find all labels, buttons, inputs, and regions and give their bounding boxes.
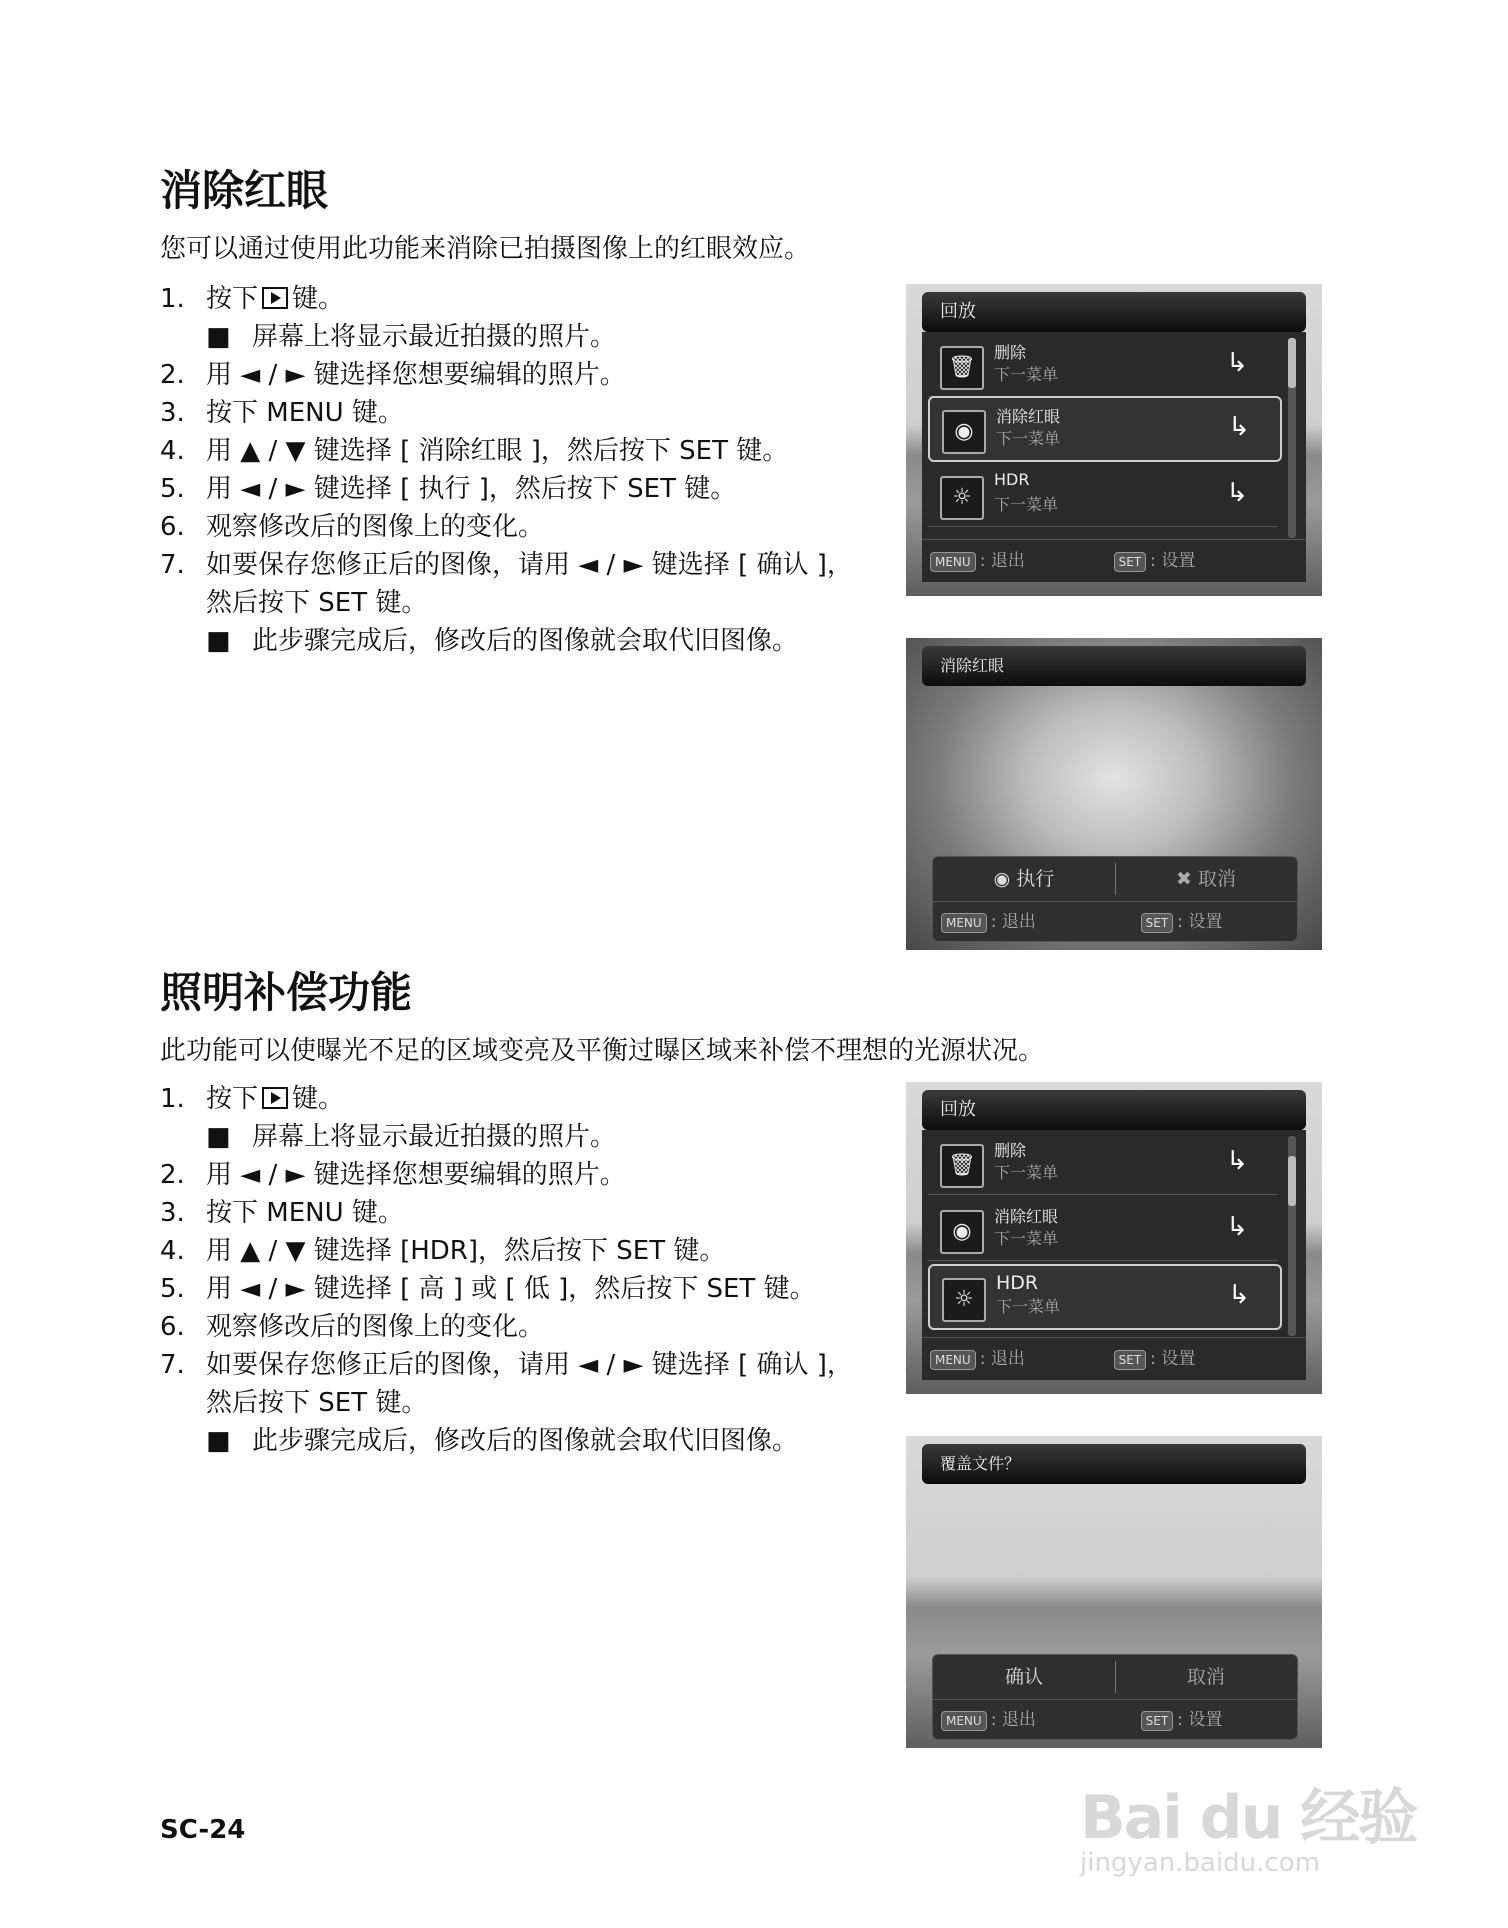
- section-intro-hdr: 此功能可以使曝光不足的区域变亮及平衡过曝区域来补偿不理想的光源状况。: [160, 1036, 1045, 1066]
- menu-button-icon: MENU: [930, 552, 976, 572]
- section-title-hdr: 照明补偿功能: [160, 968, 413, 1017]
- step-note: [206, 1422, 860, 1460]
- step-item: [160, 546, 860, 622]
- menu-button-icon: MENU: [941, 1711, 987, 1731]
- step-number: 7.: [160, 550, 185, 580]
- step-text: 用 ◄ / ► 键选择您想要编辑的照片。: [206, 1160, 626, 1190]
- menu-item-sub: 下一菜单: [996, 429, 1061, 448]
- overwrite-dialog: [932, 1654, 1298, 1740]
- set-button-icon: SET: [1114, 552, 1147, 572]
- set-button-icon: SET: [1114, 1350, 1147, 1370]
- step-text: 按下 MENU 键。: [206, 398, 404, 428]
- step-number: 2.: [160, 360, 185, 390]
- step-number: 4.: [160, 1236, 185, 1266]
- step-item: [160, 356, 860, 394]
- red-eye-icon: ◉: [940, 1210, 984, 1254]
- step-note-text: 屏幕上将显示最近拍摄的照片。: [252, 1122, 617, 1152]
- footer-exit-label: : 退出: [990, 912, 1036, 932]
- step-item: [160, 1080, 860, 1118]
- step-number: 7.: [160, 1350, 185, 1380]
- step-text: 用 ◄ / ► 键选择您想要编辑的照片。: [206, 360, 626, 390]
- step-item: [160, 394, 860, 432]
- step-number: 4.: [160, 436, 185, 466]
- step-number: 1.: [160, 284, 185, 314]
- menu-panel: [922, 332, 1306, 582]
- submenu-arrow-icon: ↳: [1226, 1146, 1248, 1176]
- bullet-square-icon: ■: [206, 1426, 231, 1456]
- red-eye-icon: ◉: [942, 410, 986, 454]
- step-item: [160, 470, 860, 508]
- cancel-option[interactable]: 取消: [1186, 1666, 1225, 1688]
- step-note: [206, 318, 860, 356]
- step-note-text: 此步骤完成后，修改后的图像就会取代旧图像。: [252, 626, 799, 656]
- submenu-arrow-icon: ↳: [1228, 1280, 1250, 1310]
- menu-item-label: 消除红眼: [996, 407, 1061, 426]
- submenu-arrow-icon: ↳: [1226, 478, 1248, 508]
- footer-exit-label: : 退出: [979, 1349, 1025, 1369]
- step-text: 按下: [206, 284, 259, 314]
- circle-icon: ◉: [993, 868, 1017, 890]
- step-text: 键。: [292, 284, 345, 314]
- step-item: [160, 1156, 860, 1194]
- submenu-arrow-icon: ↳: [1226, 1212, 1248, 1242]
- step-note-text: 此步骤完成后，修改后的图像就会取代旧图像。: [252, 1426, 799, 1456]
- step-text: 观察修改后的图像上的变化。: [206, 512, 545, 542]
- menu-scrollbar[interactable]: [1288, 338, 1296, 538]
- footer-set-label: : 设置: [1177, 1710, 1223, 1730]
- step-number: 6.: [160, 1312, 185, 1342]
- menu-item-label: 消除红眼: [994, 1207, 1059, 1226]
- set-button-icon: SET: [1141, 913, 1174, 933]
- red-eye-titlebar: 消除红眼: [922, 646, 1306, 686]
- footer-exit-label: : 退出: [990, 1710, 1036, 1730]
- camera-screen-playback-menu-2: [906, 1082, 1322, 1394]
- watermark-url: jingyan.baidu.com: [1080, 1848, 1320, 1878]
- menu-button-icon: MENU: [930, 1350, 976, 1370]
- bullet-square-icon: ■: [206, 626, 231, 656]
- menu-item-sub: 下一菜单: [994, 365, 1059, 384]
- execute-label: 执行: [1016, 868, 1055, 890]
- red-eye-dialog: [932, 856, 1298, 942]
- step-item: [160, 432, 860, 470]
- section-intro-red-eye: 您可以通过使用此功能来消除已拍摄图像上的红眼效应。: [160, 234, 811, 264]
- bullet-square-icon: ■: [206, 322, 231, 352]
- step-text: 用 ◄ / ► 键选择 [ 高 ] 或 [ 低 ]，然后按下 SET 键。: [206, 1274, 816, 1304]
- step-text: 按下 MENU 键。: [206, 1198, 404, 1228]
- submenu-arrow-icon: ↳: [1226, 348, 1248, 378]
- watermark-logo: Bai du 经验: [1080, 1783, 1417, 1853]
- step-number: 3.: [160, 398, 185, 428]
- step-text: 如要保存您修正后的图像，请用 ◄ / ► 键选择 [ 确认 ]，然后按下 SET 键。: [206, 1350, 853, 1418]
- step-item: [160, 1232, 860, 1270]
- execute-option[interactable]: [933, 857, 1115, 901]
- dialog-footer: [933, 1699, 1297, 1740]
- camera-screen-overwrite: [906, 1436, 1322, 1748]
- menu-item-label: HDR: [994, 470, 1030, 489]
- set-button-icon: SET: [1141, 1711, 1174, 1731]
- footer-set-label: : 设置: [1150, 1349, 1196, 1369]
- camera-screen-playback-menu-1: [906, 284, 1322, 596]
- steps-red-eye: [160, 280, 860, 660]
- menu-scrollbar[interactable]: [1288, 1136, 1296, 1336]
- menu-item-delete[interactable]: [928, 334, 1278, 397]
- menu-item-label: 删除: [994, 1141, 1027, 1160]
- submenu-arrow-icon: ↳: [1228, 412, 1250, 442]
- playback-button-icon: [262, 1087, 288, 1109]
- menu-titlebar: 回放: [922, 1090, 1306, 1130]
- close-icon: ✖: [1176, 868, 1198, 890]
- menu-item-hdr[interactable]: [928, 464, 1278, 527]
- step-text: 键。: [292, 1084, 345, 1114]
- menu-titlebar: 回放: [922, 292, 1306, 332]
- step-text: 用 ◄ / ► 键选择 [ 执行 ]，然后按下 SET 键。: [206, 474, 737, 504]
- menu-footer: [922, 1337, 1306, 1380]
- step-note: [206, 1118, 860, 1156]
- cancel-option[interactable]: [1115, 857, 1297, 901]
- step-number: 3.: [160, 1198, 185, 1228]
- step-number: 5.: [160, 1274, 185, 1304]
- menu-footer: [922, 539, 1306, 582]
- confirm-option[interactable]: 确认: [1004, 1666, 1043, 1688]
- step-text: 用 ▲ / ▼ 键选择 [HDR]，然后按下 SET 键。: [206, 1236, 726, 1266]
- menu-panel: [922, 1130, 1306, 1380]
- step-number: 1.: [160, 1084, 185, 1114]
- step-note: [206, 622, 860, 660]
- step-number: 5.: [160, 474, 185, 504]
- menu-item-label: 删除: [994, 343, 1027, 362]
- menu-item-sub: 下一菜单: [994, 1229, 1059, 1248]
- step-text: 用 ▲ / ▼ 键选择 [ 消除红眼 ]，然后按下 SET 键。: [206, 436, 789, 466]
- step-item: [160, 508, 860, 546]
- bullet-square-icon: ■: [206, 1122, 231, 1152]
- menu-button-icon: MENU: [941, 913, 987, 933]
- cancel-label: 取消: [1197, 868, 1236, 890]
- hdr-icon: ☼: [942, 1278, 986, 1322]
- menu-item-label: HDR: [996, 1272, 1039, 1294]
- step-note-text: 屏幕上将显示最近拍摄的照片。: [252, 322, 617, 352]
- trash-icon: 🗑: [940, 1144, 984, 1188]
- menu-item-red-eye[interactable]: [928, 396, 1282, 462]
- page-number: SC-24: [160, 1815, 246, 1845]
- footer-set-label: : 设置: [1150, 551, 1196, 571]
- step-item: [160, 1194, 860, 1232]
- step-number: 2.: [160, 1160, 185, 1190]
- steps-hdr: [160, 1080, 860, 1460]
- footer-set-label: : 设置: [1177, 912, 1223, 932]
- trash-icon: 🗑: [940, 346, 984, 390]
- scroll-thumb[interactable]: [1288, 1156, 1296, 1206]
- scroll-thumb[interactable]: [1288, 338, 1296, 388]
- step-item: [160, 1308, 860, 1346]
- step-text: 如要保存您修正后的图像，请用 ◄ / ► 键选择 [ 确认 ]，然后按下 SET 键。: [206, 550, 853, 618]
- menu-item-sub: 下一菜单: [994, 1163, 1059, 1182]
- menu-item-sub: 下一菜单: [994, 495, 1059, 514]
- dialog-footer: [933, 901, 1297, 942]
- menu-item-sub: 下一菜单: [996, 1297, 1061, 1316]
- step-text: 观察修改后的图像上的变化。: [206, 1312, 545, 1342]
- overwrite-titlebar: 覆盖文件？: [922, 1444, 1306, 1484]
- footer-exit-label: : 退出: [979, 551, 1025, 571]
- menu-item-delete[interactable]: [928, 1132, 1278, 1195]
- section-title-red-eye: 消除红眼: [160, 166, 329, 215]
- step-number: 6.: [160, 512, 185, 542]
- playback-button-icon: [262, 287, 288, 309]
- step-item: [160, 280, 860, 318]
- step-item: [160, 1346, 860, 1422]
- camera-screen-red-eye: [906, 638, 1322, 950]
- menu-item-red-eye[interactable]: [928, 1198, 1278, 1261]
- hdr-icon: ☼: [940, 476, 984, 520]
- step-text: 按下: [206, 1084, 259, 1114]
- menu-item-hdr[interactable]: [928, 1264, 1282, 1330]
- step-item: [160, 1270, 860, 1308]
